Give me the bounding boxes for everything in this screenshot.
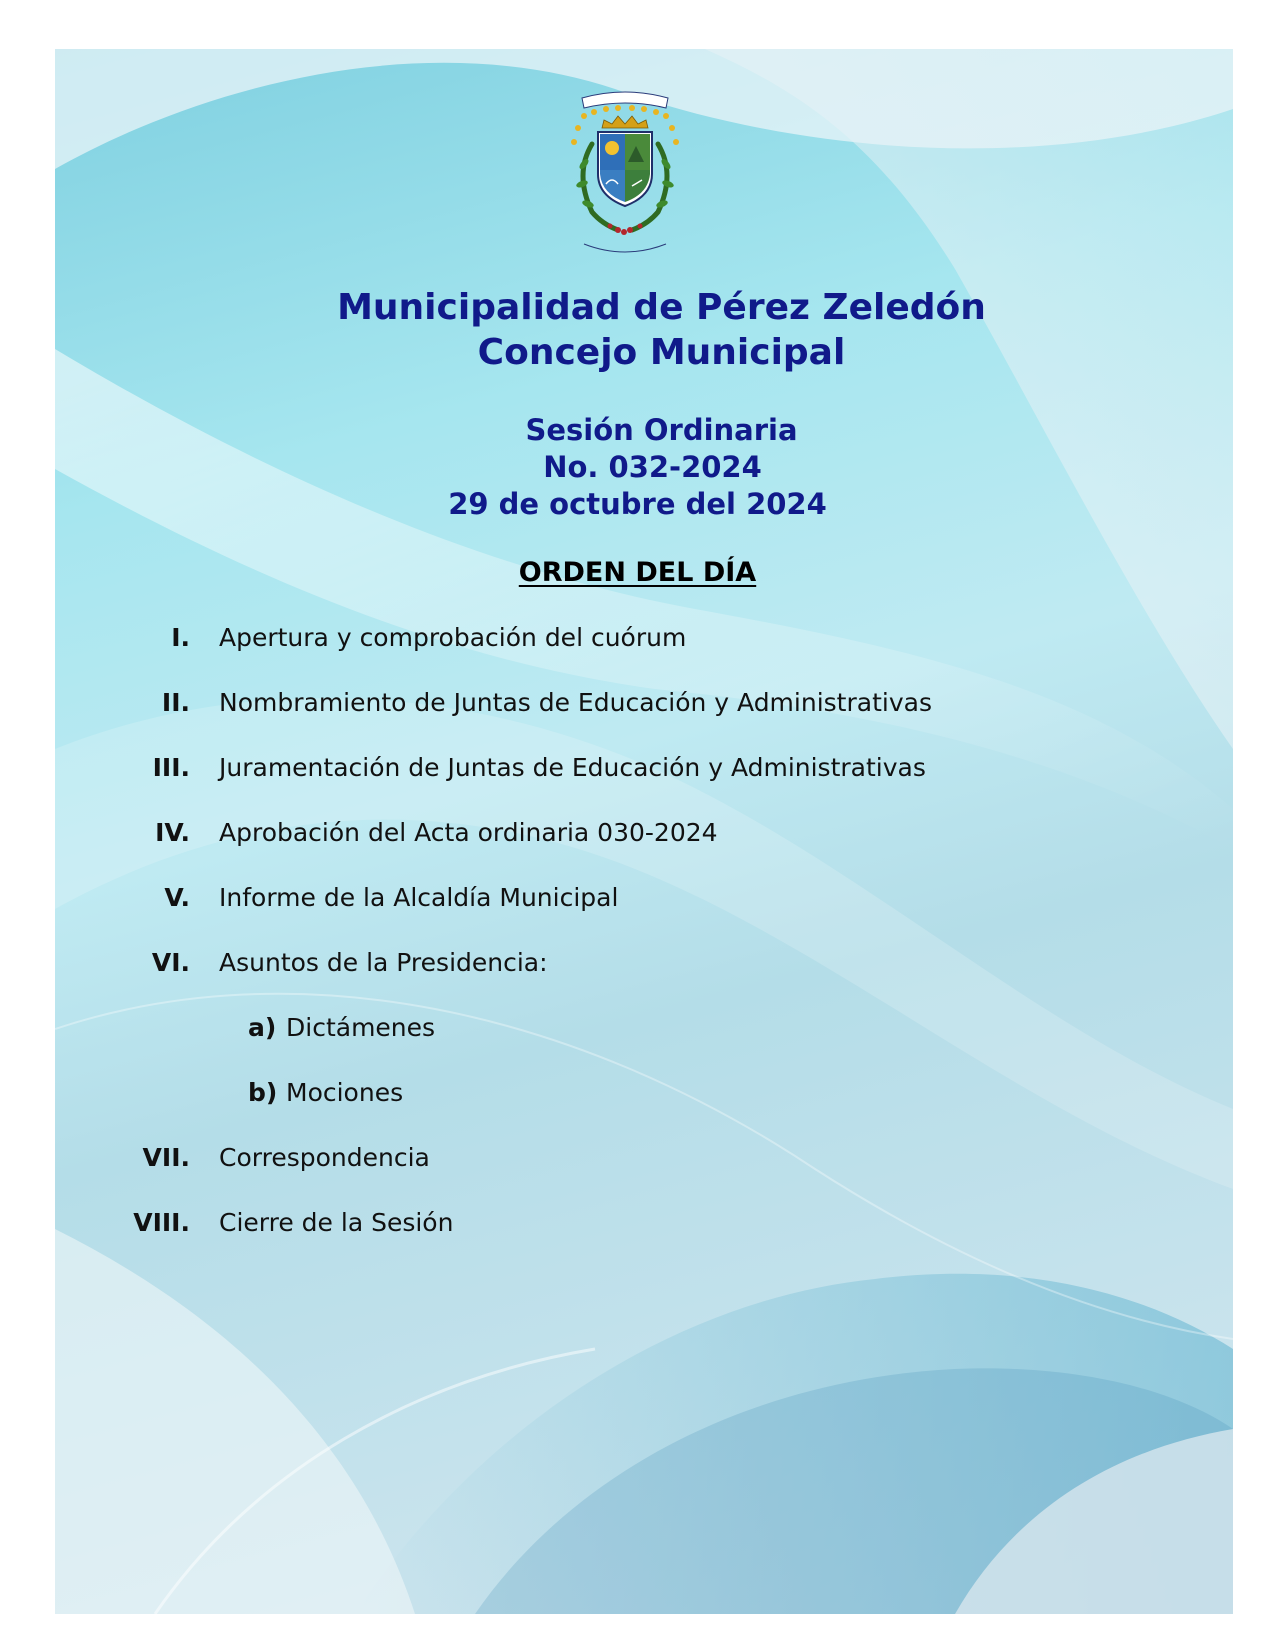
agenda-subitem-b (0, 1075, 1275, 1111)
agenda-item-3 (0, 750, 1275, 786)
agenda-heading (0, 556, 1275, 590)
agenda-item-number: I. (171, 623, 190, 652)
agenda-item-text: Cierre de la Sesión (219, 1208, 454, 1237)
agenda-item-6 (0, 945, 1275, 981)
agenda-item-5 (0, 880, 1275, 916)
agenda-item-number: VI. (151, 948, 190, 977)
agenda-item-number: II. (161, 688, 190, 717)
agenda-item-text: Asuntos de la Presidencia: (219, 948, 548, 977)
agenda-item-8 (0, 1205, 1275, 1241)
session-number: No. 032-2024 (543, 450, 762, 484)
agenda-item-number: VII. (142, 1143, 190, 1172)
institution-title: Municipalidad de Pérez Zeledón (337, 287, 986, 328)
agenda-item-2 (0, 685, 1275, 721)
agenda-subitem-a (0, 1010, 1275, 1046)
session-date: 29 de octubre del 2024 (448, 487, 827, 521)
agenda-item-number: IV. (155, 818, 190, 847)
agenda-subitem-letter: b) (248, 1078, 278, 1107)
agenda-subitem-text: Dictámenes (286, 1013, 436, 1042)
council-title: Concejo Municipal (477, 332, 846, 373)
agenda-subitem-text: Mociones (286, 1078, 404, 1107)
agenda-item-text: Nombramiento de Juntas de Educación y Administrativas (219, 688, 932, 717)
agenda-item-number: V. (164, 883, 190, 912)
agenda-item-number: III. (152, 753, 190, 782)
agenda-item-text: Juramentación de Juntas de Educación y Administrativas (219, 753, 926, 782)
agenda-item-text: Apertura y comprobación del cuórum (219, 623, 687, 652)
agenda-item-4 (0, 815, 1275, 851)
agenda-item-1 (0, 620, 1275, 656)
agenda-item-number: VIII. (133, 1208, 190, 1237)
municipal-coat-of-arms (562, 84, 688, 260)
agenda-heading-text: ORDEN DEL DÍA (518, 557, 757, 588)
agenda-item-7 (0, 1140, 1275, 1176)
session-type: Sesión Ordinaria (525, 413, 798, 447)
agenda-subitem-letter: a) (248, 1013, 277, 1042)
agenda-item-text: Correspondencia (219, 1143, 430, 1172)
agenda-item-text: Aprobación del Acta ordinaria 030-2024 (219, 818, 718, 847)
agenda-item-text: Informe de la Alcaldía Municipal (219, 883, 619, 912)
